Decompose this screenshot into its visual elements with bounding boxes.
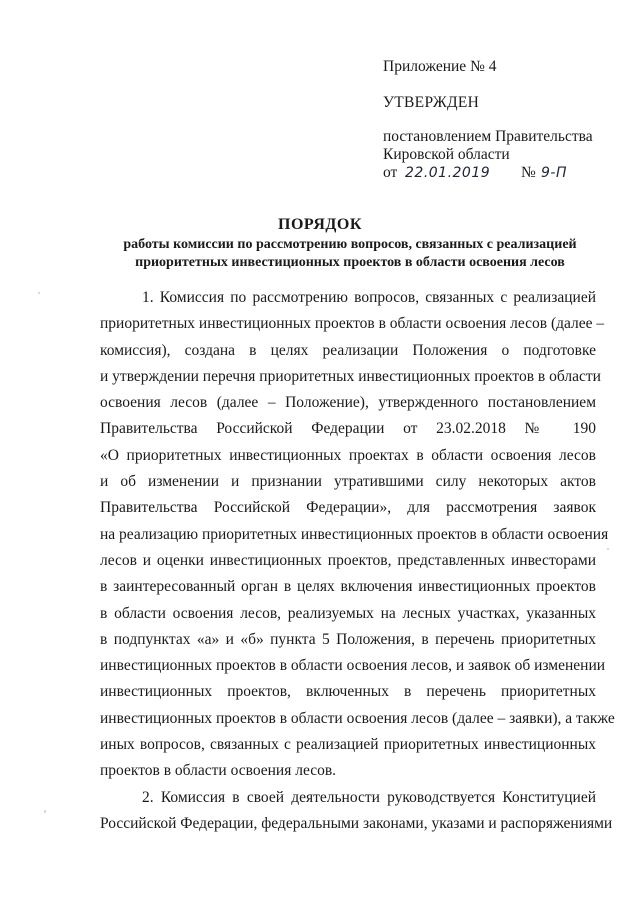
text-line: Правительства Российской Федерации», для рассмотрения заявок [100,499,596,517]
decree-line-2: Кировской области [383,146,510,163]
text-line: «О приоритетных инвестиционных проектах в области освоения лесов [100,446,596,464]
document-title: ПОРЯДОК [278,216,362,233]
text-line: Российской Федерации, федеральными законами, указами и распоряжениями [100,814,613,832]
date-prefix: от [383,164,398,181]
number-sign: № [521,164,536,181]
date-number-line [383,164,603,182]
document-subtitle [100,236,600,272]
text-line: комиссия), создана в целях реализации Положения о подготовке [100,341,596,359]
handwritten-number: 9-П [541,165,567,181]
text-line: и утверждении перечня приоритетных инвестиционных проектов в области [100,367,601,385]
text-line: инвестиционных проектов в области освоения лесов (далее – заявки), а также [100,709,615,727]
approved-label: УТВЕРЖДЕН [383,94,480,111]
text-line: в подпунктах «а» и «б» пункта 5 Положения, в перечень приоритетных [100,630,596,648]
text-line: Правительства Российской Федерации от 23.02.2018 № 190 [100,420,596,438]
appendix-label: Приложение № 4 [383,58,497,75]
text-line: приоритетных инвестиционных проектов в области освоения лесов (далее – [100,315,605,333]
text-line: лесов и оценки инвестиционных проектов, представленных инвесторами [100,551,596,569]
paragraph-2 [100,785,613,838]
text-line: инвестиционных проектов, включенных в перечень приоритетных [100,683,596,701]
text-line: иных вопросов, связанных с реализацией приоритетных инвестиционных [100,736,596,754]
subtitle-line: работы комиссии по рассмотрению вопросов, связанных с реализацией [123,237,577,252]
text-line: инвестиционных проектов в области освоения лесов, и заявок об изменении [100,657,606,675]
document-body [100,285,615,837]
text-line: и об изменении и признании утратившими силу некоторых актов [100,473,596,491]
text-line: в заинтересованный орган в целях включения инвестиционных проектов [100,578,596,596]
scan-speck [38,292,40,294]
scan-speck [607,548,609,550]
text-line: освоения лесов (далее – Положение), утвержденного постановлением [100,394,596,412]
paragraph-1 [100,285,615,785]
text-line: проектов в области освоения лесов. [100,762,337,780]
text-line: 1. Комиссия по рассмотрению вопросов, связанных с реализацией [142,289,596,306]
decree-line-1: постановлением Правительства [383,128,593,145]
subtitle-line: приоритетных инвестиционных проектов в области освоения лесов [135,255,565,270]
handwritten-date: 22.01.2019 [405,165,491,181]
text-line: в области освоения лесов, реализуемых на лесных участках, указанных [100,604,596,622]
text-line: 2. Комиссия в своей деятельности руководствуется Конституцией [142,788,596,806]
scan-speck [44,810,46,813]
text-line: на реализацию приоритетных инвестиционных проектов в области освоения [100,525,609,543]
